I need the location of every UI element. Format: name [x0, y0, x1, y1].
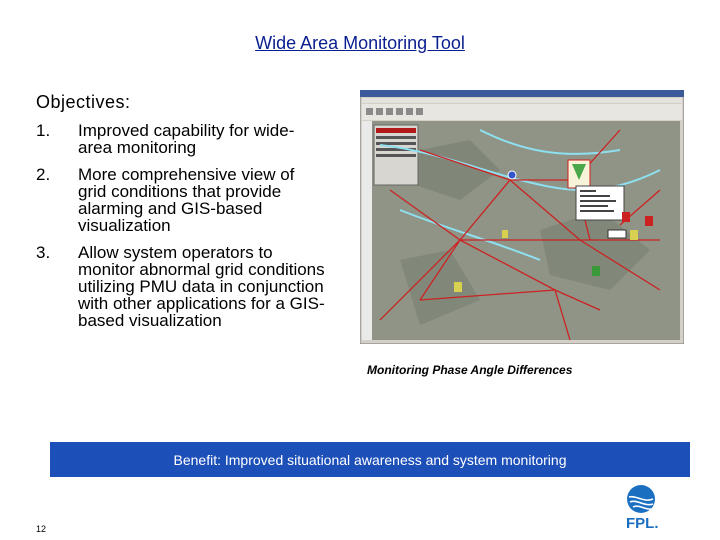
objective-text: More comprehensive view of grid conditions that provide alarming and GIS-based visualization	[78, 165, 295, 235]
objectives-list	[36, 122, 326, 339]
objective-item	[36, 122, 326, 156]
image-caption: Monitoring Phase Angle Differences	[367, 363, 573, 377]
fpl-logo	[624, 483, 686, 533]
objective-item	[36, 244, 326, 329]
slide-title: Wide Area Monitoring Tool	[255, 33, 465, 53]
logo-text: FPL.	[626, 515, 659, 532]
monitoring-map-screenshot	[360, 90, 684, 344]
page-number: 12	[36, 524, 47, 534]
objective-number: 2.	[36, 165, 51, 184]
objectives-heading-colon: :	[125, 92, 131, 112]
benefit-banner: Benefit: Improved situational awareness and system monitoring	[50, 442, 690, 477]
objectives-heading	[36, 92, 131, 113]
objective-item	[36, 166, 326, 234]
objective-text: Allow system operators to monitor abnormal grid conditions utilizing PMU data in conjunction with other applications for a GIS-based visualization	[78, 243, 325, 330]
objective-number: 3.	[36, 243, 51, 262]
objective-number: 1.	[36, 121, 51, 140]
objectives-heading-text: Objectives	[36, 92, 126, 112]
objective-text: Improved capability for wide-area monitoring	[78, 121, 295, 157]
